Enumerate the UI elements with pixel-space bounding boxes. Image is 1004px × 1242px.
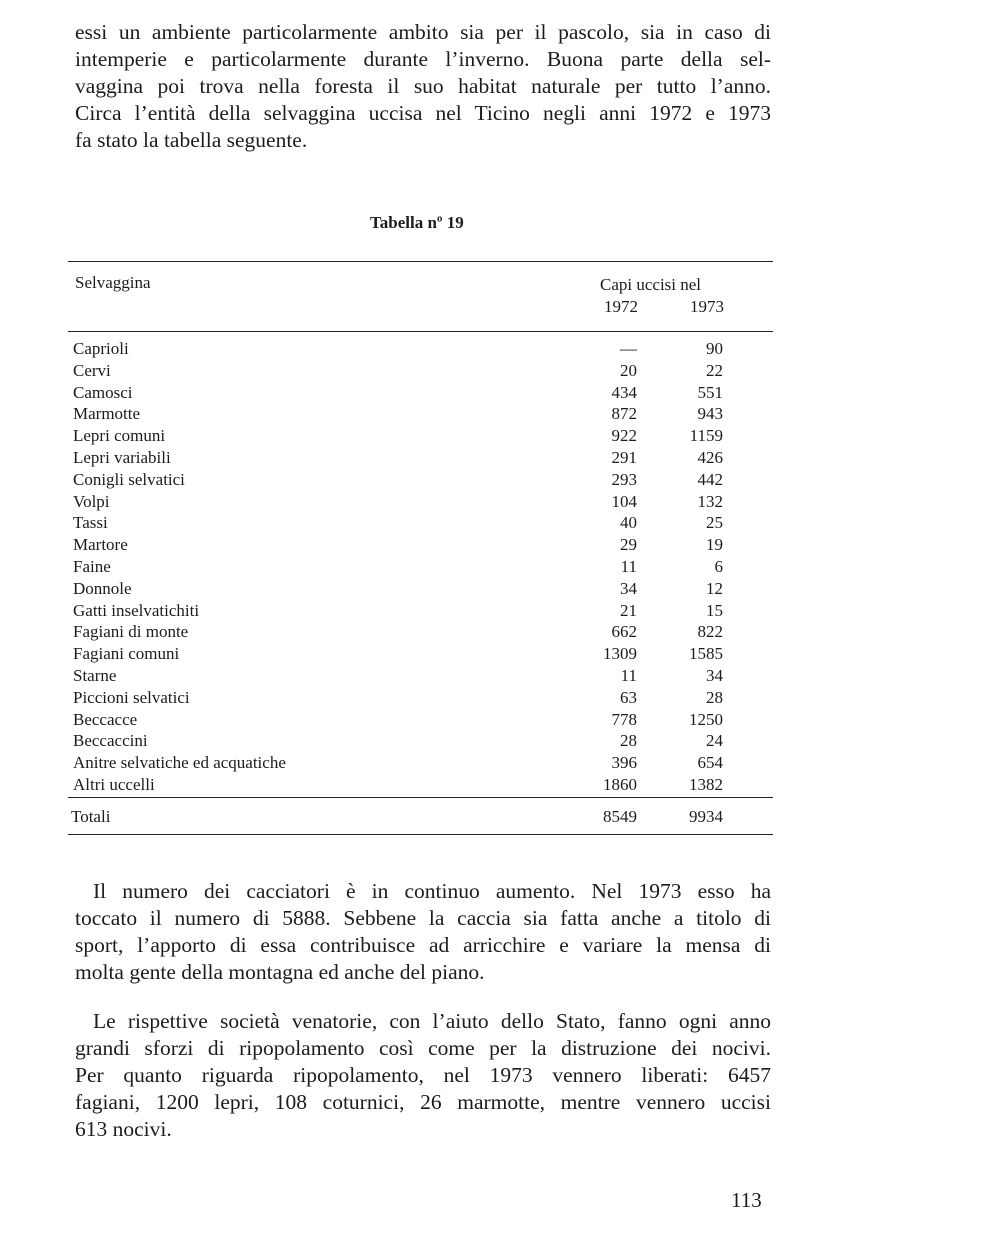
table-row	[0, 774, 1004, 796]
species-name: Gatti inselvatichiti	[73, 600, 200, 620]
text-line: essi un ambiente particolarmente ambito sia per il pascolo, sia in caso di	[75, 20, 771, 44]
table-row	[0, 491, 1004, 513]
text-line: toccato il numero di 5888. Sebbene la caccia sia fatta anche a titolo di	[75, 906, 771, 930]
table-header-rule	[68, 331, 773, 332]
table-row	[0, 556, 1004, 578]
species-name: Marmotte	[73, 404, 141, 424]
text-line: grandi sforzi di ripopolamento così come per la distruzione dei nocivi.	[75, 1036, 771, 1060]
table-row	[0, 643, 1004, 665]
count-1972: 922	[611, 426, 637, 446]
count-1972: 11	[620, 556, 637, 576]
count-1972: 28	[620, 731, 637, 751]
table-bottom-rule	[68, 834, 773, 835]
count-1972: 40	[620, 513, 637, 533]
count-1973: 6	[714, 556, 723, 576]
table-title: Tabella nº 19	[370, 213, 464, 232]
count-1972: 778	[611, 709, 637, 729]
count-1973: 19	[706, 535, 723, 555]
table-row	[0, 578, 1004, 600]
count-1972: —	[620, 339, 637, 358]
text-line: fagiani, 1200 lepri, 108 coturnici, 26 marmotte, mentre vennero uccisi	[75, 1090, 771, 1114]
species-name: Beccaccini	[73, 731, 148, 751]
text-line: intemperie e particolarmente durante l’inverno. Buona parte della sel-	[75, 47, 771, 71]
count-1972: 291	[611, 447, 637, 467]
societies-paragraph	[75, 1008, 771, 1143]
count-1973: 12	[706, 578, 723, 598]
total-1972: 8549	[603, 807, 637, 826]
text-line: fa stato la tabella seguente.	[75, 128, 308, 152]
species-name: Starne	[73, 665, 117, 685]
species-name: Cervi	[73, 360, 111, 380]
count-1973: 90	[706, 339, 723, 358]
count-1973: 822	[697, 622, 723, 642]
count-1973: 22	[706, 360, 723, 380]
count-1973: 24	[706, 731, 723, 751]
species-name: Volpi	[73, 491, 110, 511]
table-row	[0, 403, 1004, 425]
total-1973: 9934	[689, 807, 723, 826]
count-1973: 551	[697, 382, 723, 402]
text-line: Circa l’entità della selvaggina uccisa nel Ticino negli anni 1972 e 1973	[75, 101, 771, 125]
table-body-rule	[68, 797, 773, 798]
count-1973: 1382	[689, 774, 723, 794]
species-name: Camosci	[73, 382, 133, 402]
count-1973: 25	[706, 513, 723, 533]
species-name: Lepri comuni	[73, 426, 166, 446]
species-name: Martore	[73, 535, 128, 555]
species-name: Caprioli	[73, 339, 129, 358]
count-1973: 1250	[689, 709, 723, 729]
table-row	[0, 665, 1004, 687]
table-row	[0, 621, 1004, 643]
text-line: molta gente della montagna ed anche del piano.	[75, 960, 485, 984]
count-1972: 20	[620, 360, 637, 380]
table-total-row	[0, 806, 1004, 828]
species-name: Beccacce	[73, 709, 138, 729]
table-row	[0, 600, 1004, 622]
species-name: Lepri variabili	[73, 447, 171, 467]
count-1973: 28	[706, 687, 723, 707]
count-1972: 11	[620, 665, 637, 685]
species-name: Anitre selvatiche ed acquatiche	[73, 753, 286, 773]
count-1972: 104	[611, 491, 637, 511]
count-1973: 654	[697, 753, 723, 773]
count-1972: 34	[620, 578, 637, 598]
count-1972: 63	[620, 687, 637, 707]
column-header-1972: 1972	[604, 297, 638, 316]
column-group-header: Capi uccisi nel	[600, 275, 702, 294]
table-row	[0, 382, 1004, 404]
count-1973: 1159	[689, 426, 723, 446]
table-row	[0, 360, 1004, 382]
text-line: Le rispettive società venatorie, con l’aiuto dello Stato, fanno ogni anno	[93, 1009, 771, 1033]
table-top-rule	[68, 261, 773, 262]
count-1973: 132	[697, 491, 723, 511]
count-1973: 15	[706, 600, 723, 620]
species-name: Tassi	[73, 513, 108, 533]
text-line: 613 nocivi.	[75, 1117, 172, 1141]
count-1973: 943	[697, 404, 723, 424]
count-1972: 1309	[603, 644, 637, 664]
count-1972: 396	[611, 753, 637, 773]
intro-paragraph	[75, 19, 771, 154]
count-1972: 662	[611, 622, 637, 642]
text-line: Per quanto riguarda ripopolamento, nel 1973 vennero liberati: 6457	[75, 1063, 771, 1087]
text-line: vaggina poi trova nella foresta il suo habitat naturale per tutto l’anno.	[75, 74, 771, 98]
table-row	[0, 687, 1004, 709]
table-row	[0, 534, 1004, 556]
species-name: Donnole	[73, 578, 132, 598]
hunters-paragraph	[75, 878, 771, 986]
species-name: Fagiani comuni	[73, 644, 180, 664]
species-name: Piccioni selvatici	[73, 687, 190, 707]
table-row	[0, 709, 1004, 731]
count-1972: 872	[611, 404, 637, 424]
table-row	[0, 752, 1004, 774]
species-name: Faine	[73, 556, 111, 576]
count-1972: 1860	[603, 774, 637, 794]
species-name: Altri uccelli	[73, 774, 155, 794]
species-name: Fagiani di monte	[73, 622, 189, 642]
table-row	[0, 425, 1004, 447]
table-body	[0, 338, 1004, 796]
count-1973: 1585	[689, 644, 723, 664]
count-1972: 29	[620, 535, 637, 555]
count-1972: 293	[611, 469, 637, 489]
column-header-1973: 1973	[690, 297, 724, 316]
count-1972: 21	[620, 600, 637, 620]
table-row	[0, 512, 1004, 534]
table-row	[0, 730, 1004, 752]
table-row	[0, 447, 1004, 469]
table-row	[0, 338, 1004, 360]
count-1972: 434	[611, 382, 637, 402]
table-row	[0, 469, 1004, 491]
count-1973: 442	[697, 469, 723, 489]
text-line: Il numero dei cacciatori è in continuo aumento. Nel 1973 esso ha	[93, 879, 771, 903]
total-label: Totali	[71, 807, 111, 826]
count-1973: 426	[697, 447, 723, 467]
page-number: 113	[731, 1188, 762, 1212]
column-header-species: Selvaggina	[75, 273, 151, 292]
species-name: Conigli selvatici	[73, 469, 185, 489]
count-1973: 34	[706, 665, 723, 685]
text-line: sport, l’apporto di essa contribuisce ad arricchire e variare la mensa di	[75, 933, 771, 957]
